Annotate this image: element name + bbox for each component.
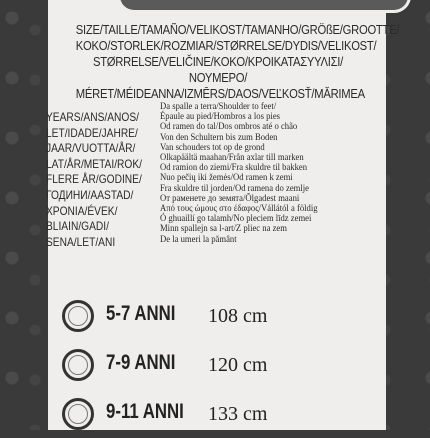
radio-circle-icon[interactable] (62, 349, 94, 381)
shoulder-label-line: Nuo pečių iki žemės/Od ramen k zemi (160, 173, 293, 184)
shoulder-label-line: Van schouders tot op de grond (160, 142, 265, 153)
years-label-line: FLERE ÅR/GODINE/ (46, 172, 142, 187)
years-label-line: YEARS/ANS/ANOS/ (46, 110, 139, 124)
radio-circle-icon[interactable] (62, 300, 94, 332)
shoulder-label-line: Fra skuldre til jorden/Od ramena do zemlje (160, 183, 309, 194)
years-label-line: ГОДИНИ/AASTAD/ (46, 187, 134, 202)
shoulder-label-line: Od ramion do ziemi/Fra skuldre til bakken (160, 163, 308, 174)
size-heading-line: KOKO/STORLEK/ROZMIAR/STØRRELSE/DYDIS/VELIKOST/ (75, 39, 377, 53)
shoulder-label-line: Ó ghuaillí go talamh/No pleciem līdz zemei (160, 214, 312, 225)
size-heading (75, 22, 400, 102)
size-option-row[interactable] (62, 349, 362, 389)
years-label-line: JAAR/VUOTTA/ÅR/ (46, 141, 136, 156)
years-label-line: LET/IDADE/JAHRE/ (46, 125, 138, 140)
shoulder-label-line: Da spalle a terra/Shoulder to feet/ (160, 102, 277, 112)
shoulder-label-line: Olkapäältä maahan/Från axlar till marken (160, 153, 304, 164)
years-label-line: LAT/ÅR/METAI/ROK/ (46, 156, 142, 171)
size-option-row[interactable] (62, 300, 362, 340)
shoulder-label-line: Épaule au pied/Hombros a los pies (160, 112, 281, 123)
shoulder-label-line: Από τους ώμους στο έδαφος/Vállától a földig (160, 204, 318, 215)
years-label (46, 110, 148, 250)
shoulder-label-line: Od ramen do tal/Dos ombros até o chão (160, 122, 298, 133)
size-heading-line: MÉRET/MÉIDEANNA/IZMĒRS/DAOS/VEĽKOSŤ/MĂRIMEA (75, 87, 365, 101)
size-heading-line: STØRRELSE/VELIČINE/KOKO/ΚΡΟΙΚΑΤΑΣΥΥΛΙΣΙ/ΝΟΥΜΕΡΟ/ (92, 55, 344, 85)
shoulder-label-line: De la umeri la pământ (160, 234, 237, 245)
length-value: 120 cm (208, 354, 268, 376)
radio-circle-icon[interactable] (62, 398, 94, 430)
label-top-tab (120, 0, 408, 10)
length-value: 133 cm (208, 403, 268, 425)
years-label-line: ΧΡΟΝΙΑ/ÉVEK/ (46, 203, 118, 218)
shoulder-label-line: Von den Schultern bis zum Boden (160, 132, 278, 143)
shoulder-to-feet-label (160, 102, 372, 245)
age-range: 9-11 ANNI (106, 400, 184, 423)
years-label-line: SENA/LET/ANI (46, 234, 116, 249)
size-option-row[interactable] (62, 398, 362, 438)
length-value: 108 cm (208, 305, 268, 327)
shoulder-label-line: Minn spallejn sa l-art/Z pliec na zem (160, 224, 287, 235)
years-label-line: BLIAIN/GADI/ (46, 219, 109, 234)
shoulder-label-line: От раменете до земята/Õlgadest maani (160, 193, 300, 204)
size-heading-line: SIZE/TAILLE/TAMAÑO/VELIKOST/TAMANHO/GRÖßE/GROOTTE/ (75, 23, 400, 37)
age-range: 5-7 ANNI (106, 302, 176, 325)
age-range: 7-9 ANNI (106, 351, 176, 374)
